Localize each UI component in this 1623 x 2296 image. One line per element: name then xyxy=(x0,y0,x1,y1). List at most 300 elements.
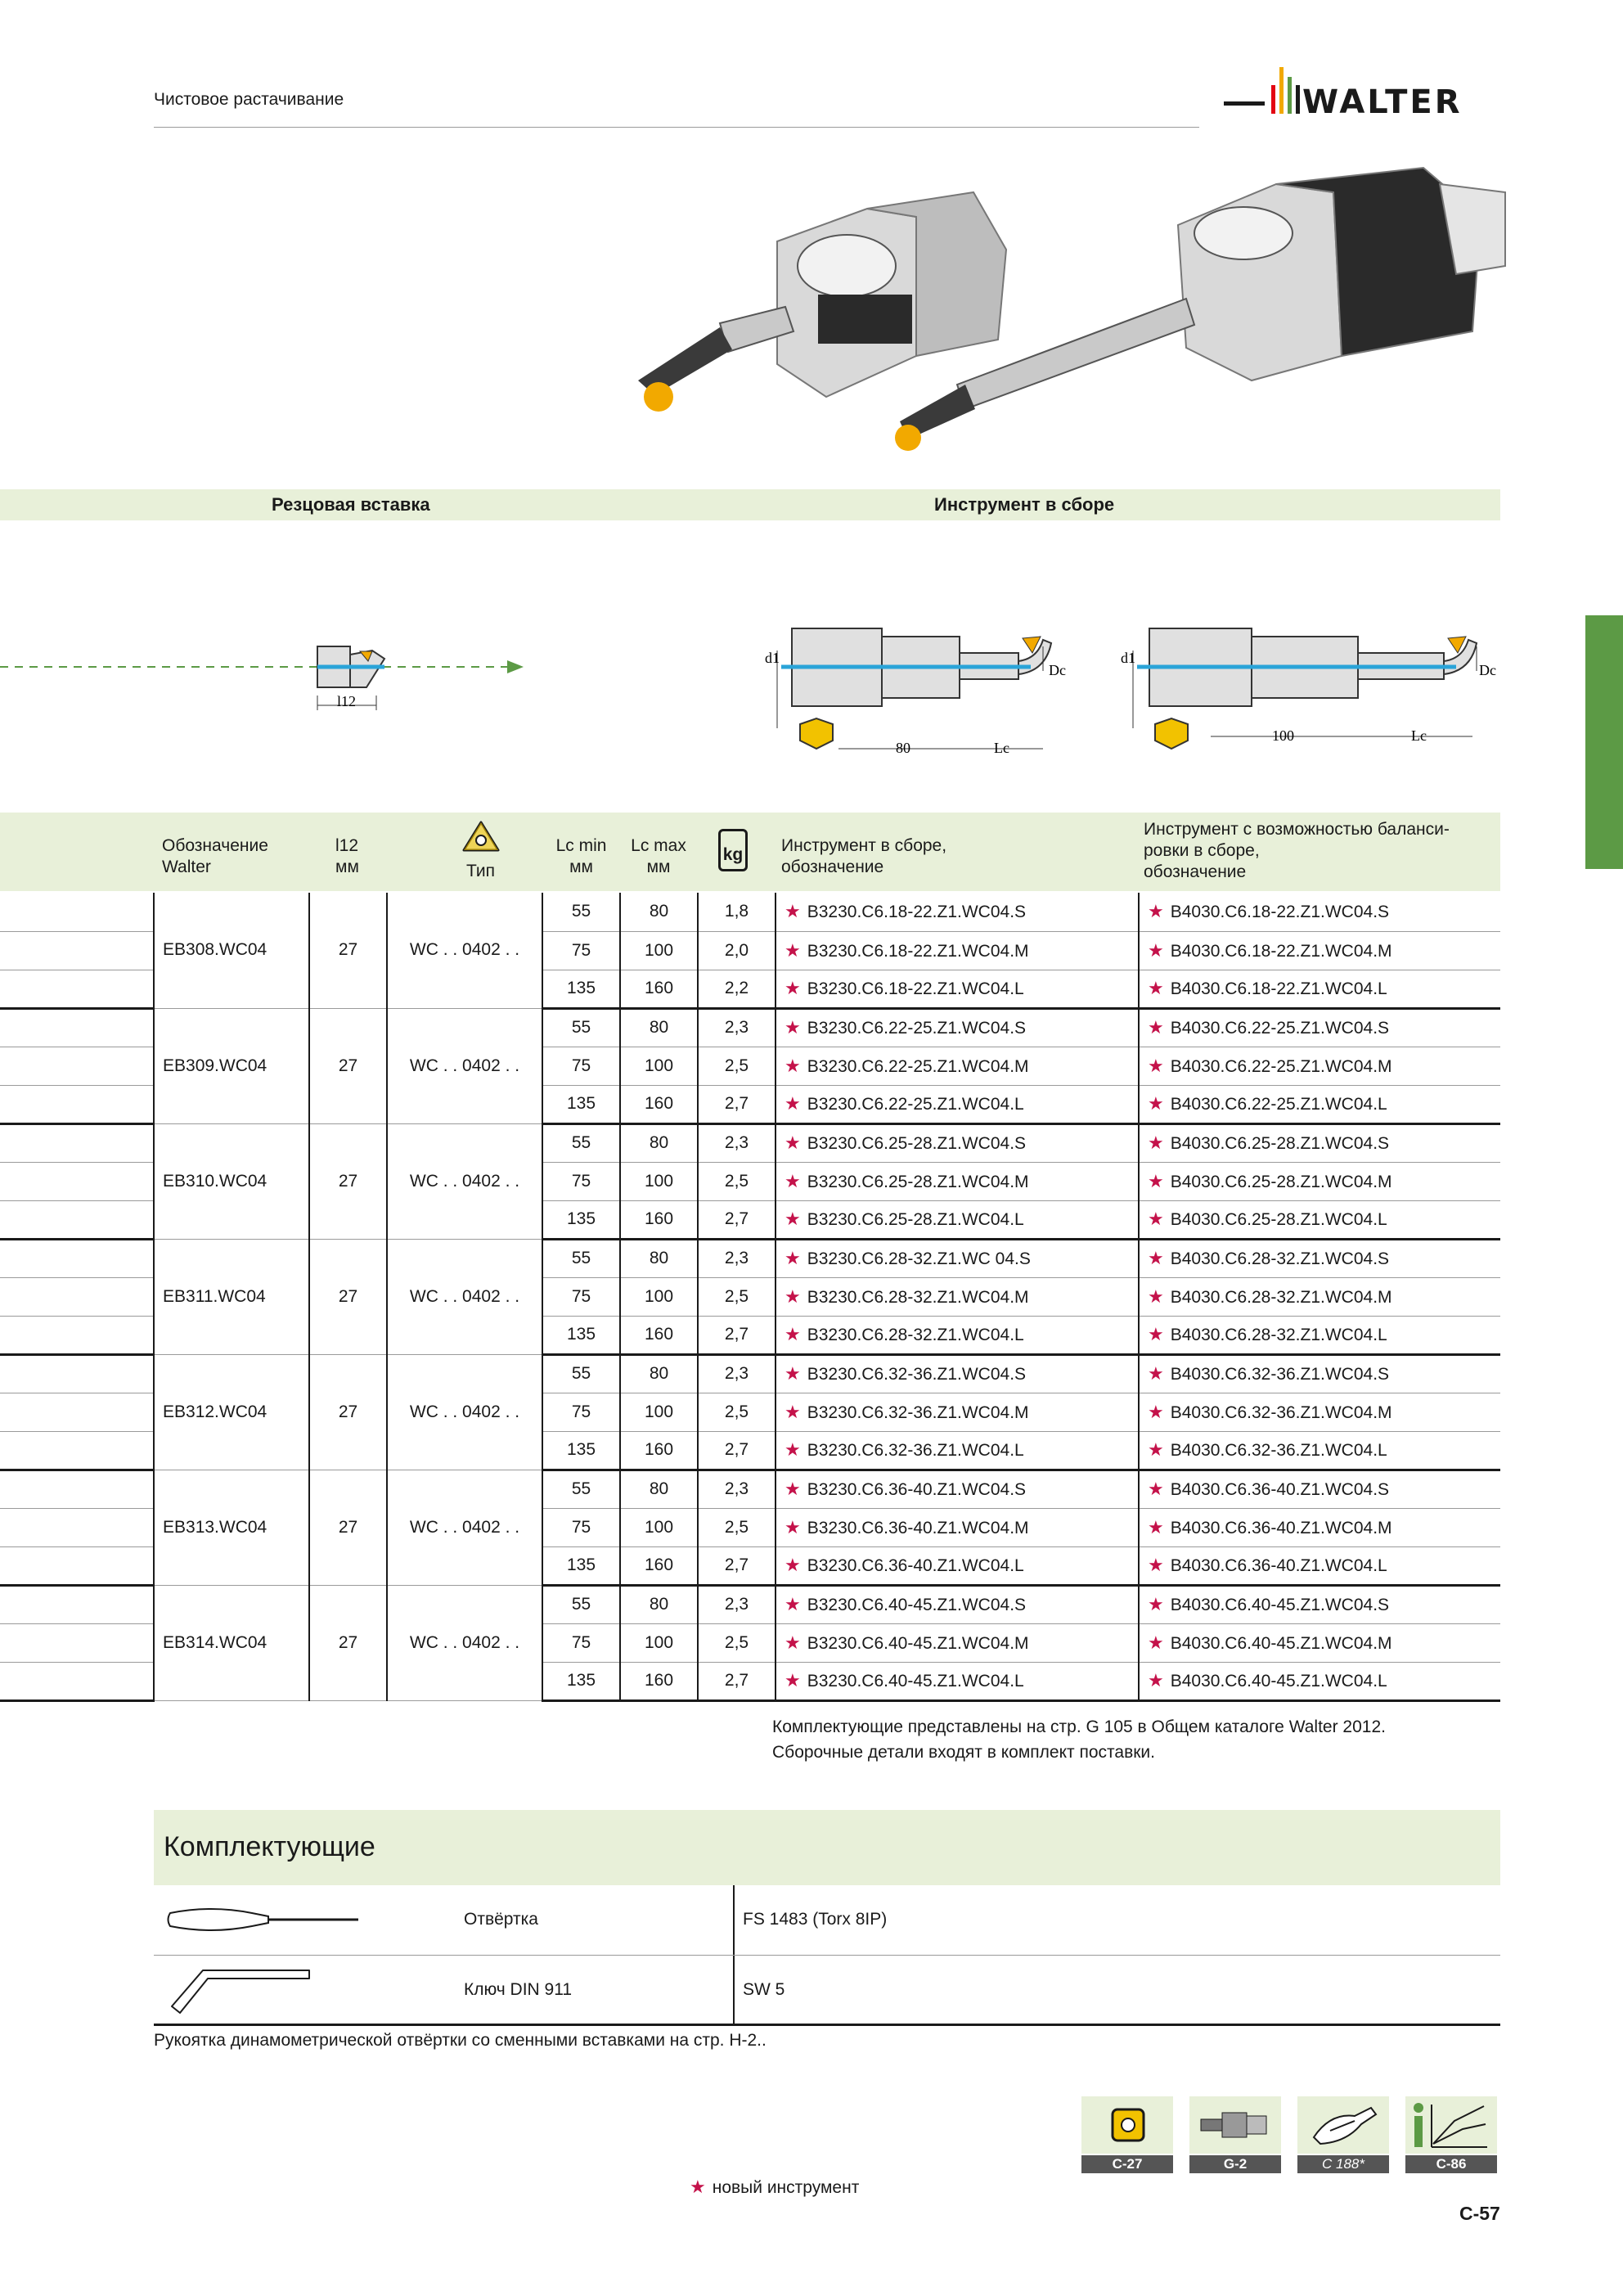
header-lc-min: Lc min мм xyxy=(555,836,607,876)
lc-min-value: 55 xyxy=(542,1470,620,1508)
holder-icon xyxy=(1189,2096,1281,2154)
dim-80: 80 xyxy=(896,740,910,756)
header-balanced: Инструмент с возможностью баланси- ровки в сборе, обозначение xyxy=(1144,820,1450,881)
assembly-code-cell xyxy=(776,931,1139,970)
new-tool-star-icon: ★ xyxy=(1148,1132,1164,1153)
tool-code: B4030.C6.40-45.Z1.WC04.M xyxy=(1170,1633,1392,1653)
ref-code: C 188* xyxy=(1297,2155,1389,2173)
lc-min-value: 75 xyxy=(542,931,620,970)
lc-min-value: 75 xyxy=(542,1508,620,1546)
l12-value: 27 xyxy=(309,1008,387,1123)
tool-code: B3230.C6.18-22.Z1.WC04.M xyxy=(807,941,1029,961)
tool-code: B4030.C6.32-36.Z1.WC04.L xyxy=(1170,1441,1387,1460)
new-tool-star-icon: ★ xyxy=(1148,1363,1164,1384)
new-tool-star-icon: ★ xyxy=(785,1516,801,1537)
weight-icon: kg xyxy=(718,829,748,871)
new-tool-star-icon: ★ xyxy=(1148,1285,1164,1307)
tool-code: B3230.C6.40-45.Z1.WC04.S xyxy=(807,1596,1027,1614)
weight-value: 2,0 xyxy=(698,931,776,970)
product-photo xyxy=(622,135,1522,479)
assembly-code-cell xyxy=(776,1393,1139,1431)
row-spacer xyxy=(0,1585,154,1623)
lc-max-value: 160 xyxy=(620,970,698,1008)
lc-max-value: 100 xyxy=(620,1623,698,1662)
screwdriver-icon xyxy=(162,1902,366,1938)
new-tool-star-icon: ★ xyxy=(1148,1209,1164,1229)
row-spacer xyxy=(0,1354,154,1393)
l12-value: 27 xyxy=(309,1123,387,1239)
accessory-value: FS 1483 (Torx 8IP) xyxy=(743,1910,888,1929)
new-tool-star-icon: ★ xyxy=(785,1055,801,1076)
walter-logo xyxy=(1224,59,1502,133)
assembly-code-cell xyxy=(776,1200,1139,1239)
new-tool-star-icon: ★ xyxy=(785,1324,801,1344)
tool-code: B4030.C6.36-40.Z1.WC04.L xyxy=(1170,1556,1387,1575)
header-lc-max: Lc max мм xyxy=(631,836,686,876)
lc-min-value: 75 xyxy=(542,1623,620,1662)
insert-designation: EB312.WC04 xyxy=(154,1354,309,1470)
accessories-note: Рукоятка динамометрической отвёртки со сменными вставками на стр. H-2.. xyxy=(154,2031,767,2050)
balanced-code-cell xyxy=(1139,1393,1500,1431)
tool-code: B4030.C6.18-22.Z1.WC04.S xyxy=(1170,903,1390,922)
lc-min-value: 135 xyxy=(542,1662,620,1700)
insert-icon xyxy=(1081,2096,1173,2154)
tool-code: B4030.C6.25-28.Z1.WC04.L xyxy=(1170,1210,1387,1229)
tool-code: B3230.C6.22-25.Z1.WC04.S xyxy=(807,1019,1027,1038)
table-row xyxy=(0,1585,1500,1623)
balanced-code-cell xyxy=(1139,1047,1500,1085)
assembly-code-cell xyxy=(776,1239,1139,1277)
new-tool-star-icon: ★ xyxy=(785,1555,801,1575)
lc-max-value: 80 xyxy=(620,1239,698,1277)
lc-min-value: 135 xyxy=(542,970,620,1008)
lc-max-value: 160 xyxy=(620,1085,698,1123)
tool-code: B3230.C6.32-36.Z1.WC04.L xyxy=(807,1441,1024,1460)
row-spacer xyxy=(0,1008,154,1047)
new-tool-star-icon: ★ xyxy=(1148,1479,1164,1499)
weight-value: 2,7 xyxy=(698,1431,776,1470)
lc-min-value: 55 xyxy=(542,893,620,931)
new-tool-star-icon: ★ xyxy=(1148,1170,1164,1191)
note-line: Комплектующие представлены на стр. G 105 в Общем каталоге Walter 2012. xyxy=(772,1717,1386,1736)
insert-designation: EB314.WC04 xyxy=(154,1585,309,1700)
tool-code: B4030.C6.32-36.Z1.WC04.M xyxy=(1170,1402,1392,1422)
insert-type: WC . . 0402 . . xyxy=(387,893,542,1008)
capto-badge-long xyxy=(1155,718,1188,749)
lc-min-value: 135 xyxy=(542,1546,620,1585)
lc-max-value: 160 xyxy=(620,1431,698,1470)
tool-code: B3230.C6.32-36.Z1.WC04.S xyxy=(807,1365,1027,1384)
header-type: Тип xyxy=(446,819,515,882)
lc-max-value: 80 xyxy=(620,893,698,931)
lc-min-value: 135 xyxy=(542,1316,620,1354)
insert-type: WC . . 0402 . . xyxy=(387,1585,542,1700)
ref-link-holder[interactable] xyxy=(1189,2096,1281,2172)
row-spacer xyxy=(0,1393,154,1431)
new-tool-star-icon: ★ xyxy=(785,1170,801,1191)
lc-max-value: 160 xyxy=(620,1546,698,1585)
dim-lc-short: Lc xyxy=(994,740,1009,756)
new-tool-star-icon: ★ xyxy=(785,1248,801,1268)
lc-min-value: 135 xyxy=(542,1431,620,1470)
l12-value: 27 xyxy=(309,1470,387,1585)
assembly-code-cell xyxy=(776,1354,1139,1393)
new-tool-star-icon: ★ xyxy=(785,1017,801,1038)
weight-value: 2,3 xyxy=(698,1585,776,1623)
lc-max-value: 100 xyxy=(620,1162,698,1200)
row-spacer xyxy=(0,1239,154,1277)
tool-code: B4030.C6.36-40.Z1.WC04.M xyxy=(1170,1518,1392,1537)
insert-designation: EB308.WC04 xyxy=(154,893,309,1008)
ref-link-insert[interactable] xyxy=(1081,2096,1173,2172)
dim-100: 100 xyxy=(1272,727,1294,744)
assembly-code-cell xyxy=(776,1546,1139,1585)
insert-designation: EB313.WC04 xyxy=(154,1470,309,1585)
new-tool-star-icon: ★ xyxy=(1148,1632,1164,1653)
balanced-code-cell xyxy=(1139,1200,1500,1239)
note-line: Сборочные детали входят в комплект поставки. xyxy=(772,1743,1155,1762)
weight-value: 2,7 xyxy=(698,1546,776,1585)
balanced-code-cell xyxy=(1139,1623,1500,1662)
row-spacer xyxy=(0,1162,154,1200)
row-spacer xyxy=(0,893,154,931)
balanced-code-cell xyxy=(1139,1431,1500,1470)
tool-code: B4030.C6.22-25.Z1.WC04.M xyxy=(1170,1056,1392,1076)
new-tool-star-icon: ★ xyxy=(785,1209,801,1229)
assembly-code-cell xyxy=(776,1085,1139,1123)
tool-code: B3230.C6.25-28.Z1.WC04.S xyxy=(807,1134,1027,1153)
header-assembly: Инструмент в сборе, обозначение xyxy=(781,836,947,876)
side-tab xyxy=(1585,615,1623,869)
weight-value: 2,7 xyxy=(698,1200,776,1239)
dim-l12: l12 xyxy=(337,693,357,709)
new-tool-star-icon: ★ xyxy=(1148,1594,1164,1614)
balanced-code-cell xyxy=(1139,1470,1500,1508)
tool-code: B3230.C6.40-45.Z1.WC04.M xyxy=(807,1633,1029,1653)
accessory-label: Ключ DIN 911 xyxy=(464,1980,573,1999)
table-row xyxy=(0,1239,1500,1277)
insert-label: Резцовая вставка xyxy=(272,494,430,515)
header-rule xyxy=(154,127,1199,128)
ref-code: G-2 xyxy=(1189,2155,1281,2173)
dim-dc-short: Dc xyxy=(1049,662,1066,678)
lc-max-value: 100 xyxy=(620,1277,698,1316)
new-tool-star-icon: ★ xyxy=(785,1479,801,1499)
row-spacer xyxy=(0,970,154,1008)
balanced-code-cell xyxy=(1139,1508,1500,1546)
new-tool-star-icon: ★ xyxy=(785,1363,801,1384)
tool-code: B4030.C6.18-22.Z1.WC04.L xyxy=(1170,979,1387,998)
weight-value: 2,5 xyxy=(698,1623,776,1662)
column-divider xyxy=(733,1956,735,2024)
accessory-label: Отвёртка xyxy=(464,1910,538,1929)
table-row xyxy=(0,1008,1500,1047)
new-tool-star-icon: ★ xyxy=(1148,1248,1164,1268)
assembly-code-cell xyxy=(776,1047,1139,1085)
tool-code: B4030.C6.25-28.Z1.WC04.S xyxy=(1170,1134,1390,1153)
lc-max-value: 160 xyxy=(620,1200,698,1239)
assembly-code-cell xyxy=(776,1662,1139,1700)
new-tool-star-icon: ★ xyxy=(690,2177,706,2197)
lc-max-value: 100 xyxy=(620,931,698,970)
row-spacer xyxy=(0,1662,154,1700)
assembly-code-cell xyxy=(776,1008,1139,1047)
technical-drawings xyxy=(0,589,1500,777)
row-spacer xyxy=(0,931,154,970)
ref-link-info[interactable] xyxy=(1405,2096,1497,2172)
tool-code: B4030.C6.40-45.Z1.WC04.L xyxy=(1170,1672,1387,1690)
small-boring-tool-image xyxy=(638,192,1006,412)
new-tool-star-icon: ★ xyxy=(1148,1516,1164,1537)
weight-value: 2,3 xyxy=(698,1123,776,1162)
balanced-code-cell xyxy=(1139,931,1500,970)
ref-link-hand-tool[interactable] xyxy=(1297,2096,1389,2172)
accessory-row xyxy=(154,1885,1500,1956)
tool-code: B4030.C6.22-25.Z1.WC04.S xyxy=(1170,1019,1390,1038)
new-tool-star-icon: ★ xyxy=(1148,1670,1164,1690)
new-tool-star-icon: ★ xyxy=(1148,1439,1164,1460)
lc-min-value: 75 xyxy=(542,1162,620,1200)
hand-tool-icon xyxy=(1297,2096,1389,2154)
row-spacer xyxy=(0,1316,154,1354)
table-notes xyxy=(772,1714,1386,1765)
row-spacer xyxy=(0,1123,154,1162)
new-tool-star-icon: ★ xyxy=(1148,901,1164,922)
insert-type: WC . . 0402 . . xyxy=(387,1470,542,1585)
weight-value: 2,5 xyxy=(698,1277,776,1316)
long-assembly-drawing xyxy=(1121,628,1496,749)
balanced-code-cell xyxy=(1139,1162,1500,1200)
dim-lc-long: Lc xyxy=(1411,727,1427,744)
short-assembly-drawing xyxy=(765,628,1066,756)
new-tool-star-icon: ★ xyxy=(785,1285,801,1307)
trigon-insert-icon xyxy=(461,819,501,855)
ref-code: C-27 xyxy=(1081,2155,1173,2173)
l12-value: 27 xyxy=(309,1354,387,1470)
tool-code: B4030.C6.28-32.Z1.WC04.S xyxy=(1170,1249,1390,1268)
tool-code: B4030.C6.28-32.Z1.WC04.L xyxy=(1170,1326,1387,1344)
assembly-code-cell xyxy=(776,1431,1139,1470)
lc-max-value: 160 xyxy=(620,1316,698,1354)
balanced-code-cell xyxy=(1139,1123,1500,1162)
insert-type: WC . . 0402 . . xyxy=(387,1354,542,1470)
row-spacer xyxy=(0,1085,154,1123)
insert-type: WC . . 0402 . . xyxy=(387,1239,542,1354)
assembly-code-cell xyxy=(776,1162,1139,1200)
tool-code: B3230.C6.28-32.Z1.WC04.L xyxy=(807,1326,1024,1344)
lc-min-value: 75 xyxy=(542,1393,620,1431)
insert-drawing xyxy=(0,646,524,710)
balanced-code-cell xyxy=(1139,1085,1500,1123)
tool-code: B3230.C6.36-40.Z1.WC04.L xyxy=(807,1556,1024,1575)
lc-min-value: 135 xyxy=(542,1200,620,1239)
tool-code: B4030.C6.40-45.Z1.WC04.S xyxy=(1170,1596,1390,1614)
row-spacer xyxy=(0,1623,154,1662)
insert-designation: EB309.WC04 xyxy=(154,1008,309,1123)
new-tool-star-icon: ★ xyxy=(1148,1017,1164,1038)
lc-max-value: 80 xyxy=(620,1585,698,1623)
parts-header-bar xyxy=(0,489,1500,520)
balanced-code-cell xyxy=(1139,1546,1500,1585)
lc-max-value: 80 xyxy=(620,1123,698,1162)
page-number: C-57 xyxy=(1459,2203,1500,2224)
lc-min-value: 55 xyxy=(542,1008,620,1047)
row-spacer xyxy=(0,1431,154,1470)
new-tool-star-icon: ★ xyxy=(785,1093,801,1114)
header-designation: Обозначение Walter xyxy=(162,836,268,876)
new-tool-star-icon: ★ xyxy=(1148,1055,1164,1076)
new-tool-star-icon: ★ xyxy=(1148,1093,1164,1114)
tool-code: B3230.C6.36-40.Z1.WC04.S xyxy=(807,1480,1027,1499)
assembly-code-cell xyxy=(776,1585,1139,1623)
weight-value: 2,7 xyxy=(698,1662,776,1700)
tool-code: B4030.C6.36-40.Z1.WC04.S xyxy=(1170,1480,1390,1499)
row-spacer xyxy=(0,1277,154,1316)
tool-code: B4030.C6.32-36.Z1.WC04.S xyxy=(1170,1365,1390,1384)
balanced-code-cell xyxy=(1139,970,1500,1008)
weight-value: 2,2 xyxy=(698,970,776,1008)
row-spacer xyxy=(0,1470,154,1508)
new-tool-star-icon: ★ xyxy=(1148,1555,1164,1575)
table-header xyxy=(0,813,1500,891)
column-divider xyxy=(733,1885,735,1955)
header-l12: l12 мм xyxy=(335,836,359,876)
lc-min-value: 75 xyxy=(542,1277,620,1316)
assembly-code-cell xyxy=(776,970,1139,1008)
balanced-code-cell xyxy=(1139,1316,1500,1354)
assembly-code-cell xyxy=(776,1508,1139,1546)
l12-value: 27 xyxy=(309,893,387,1008)
assembly-code-cell xyxy=(776,1123,1139,1162)
weight-value: 1,8 xyxy=(698,893,776,931)
insert-designation: EB311.WC04 xyxy=(154,1239,309,1354)
lc-min-value: 55 xyxy=(542,1239,620,1277)
accessories-title: Комплектующие xyxy=(164,1831,375,1862)
assembly-code-cell xyxy=(776,1470,1139,1508)
new-tool-star-icon: ★ xyxy=(785,1401,801,1422)
dim-d1-short: d1 xyxy=(765,650,780,666)
tool-code: B3230.C6.22-25.Z1.WC04.L xyxy=(807,1095,1024,1114)
brand-text: WALTER xyxy=(1302,83,1463,121)
weight-value: 2,3 xyxy=(698,1008,776,1047)
new-tool-star-icon: ★ xyxy=(785,978,801,998)
row-spacer xyxy=(0,1200,154,1239)
tool-code: B3230.C6.25-28.Z1.WC04.M xyxy=(807,1172,1029,1191)
new-tool-star-icon: ★ xyxy=(785,1594,801,1614)
l12-value: 27 xyxy=(309,1239,387,1354)
dim-d1-long: d1 xyxy=(1121,650,1135,666)
table-row xyxy=(0,1123,1500,1162)
lc-min-value: 75 xyxy=(542,1047,620,1085)
tool-code: B4030.C6.25-28.Z1.WC04.M xyxy=(1170,1172,1392,1191)
table-row xyxy=(0,893,1500,931)
weight-value: 2,5 xyxy=(698,1393,776,1431)
tool-code: B3230.C6.36-40.Z1.WC04.M xyxy=(807,1518,1029,1537)
row-spacer xyxy=(0,1508,154,1546)
lc-min-value: 55 xyxy=(542,1585,620,1623)
lc-min-value: 135 xyxy=(542,1085,620,1123)
legend-text: новый инструмент xyxy=(712,2178,860,2197)
assembly-code-cell xyxy=(776,893,1139,931)
info-chart-icon xyxy=(1405,2096,1497,2154)
section-title: Чистовое растачивание xyxy=(154,90,344,109)
tool-code: B3230.C6.18-22.Z1.WC04.S xyxy=(807,903,1027,922)
new-tool-star-icon: ★ xyxy=(1148,939,1164,961)
weight-value: 2,3 xyxy=(698,1470,776,1508)
assembly-label: Инструмент в сборе xyxy=(934,494,1115,515)
table-row xyxy=(0,1354,1500,1393)
weight-value: 2,5 xyxy=(698,1508,776,1546)
assembly-code-cell xyxy=(776,1316,1139,1354)
tool-code: B3230.C6.22-25.Z1.WC04.M xyxy=(807,1056,1029,1076)
capto-badge-short xyxy=(800,718,833,749)
insert-type: WC . . 0402 . . xyxy=(387,1008,542,1123)
tool-code: B4030.C6.28-32.Z1.WC04.M xyxy=(1170,1287,1392,1307)
lc-max-value: 100 xyxy=(620,1508,698,1546)
lc-max-value: 100 xyxy=(620,1393,698,1431)
balanced-code-cell xyxy=(1139,893,1500,931)
dim-dc-long: Dc xyxy=(1479,662,1496,678)
lc-min-value: 55 xyxy=(542,1123,620,1162)
tool-code: B3230.C6.40-45.Z1.WC04.L xyxy=(807,1672,1024,1690)
tool-code: B4030.C6.22-25.Z1.WC04.L xyxy=(1170,1095,1387,1114)
hex-key-icon xyxy=(162,1959,366,2016)
lc-max-value: 80 xyxy=(620,1470,698,1508)
new-tool-star-icon: ★ xyxy=(1148,1324,1164,1344)
balanced-code-cell xyxy=(1139,1585,1500,1623)
balanced-code-cell xyxy=(1139,1008,1500,1047)
tool-code: B4030.C6.18-22.Z1.WC04.M xyxy=(1170,941,1392,961)
legend xyxy=(690,2177,859,2198)
lc-max-value: 80 xyxy=(620,1008,698,1047)
weight-value: 2,5 xyxy=(698,1047,776,1085)
ref-code: C-86 xyxy=(1405,2155,1497,2173)
new-tool-star-icon: ★ xyxy=(785,1670,801,1690)
table-row xyxy=(0,1470,1500,1508)
new-tool-star-icon: ★ xyxy=(1148,1401,1164,1422)
new-tool-star-icon: ★ xyxy=(1148,978,1164,998)
new-tool-star-icon: ★ xyxy=(785,1632,801,1653)
l12-value: 27 xyxy=(309,1585,387,1700)
tool-table xyxy=(0,893,1500,1702)
balanced-code-cell xyxy=(1139,1662,1500,1700)
accessory-row xyxy=(154,1956,1500,2026)
lc-max-value: 80 xyxy=(620,1354,698,1393)
tool-code: B3230.C6.32-36.Z1.WC04.M xyxy=(807,1402,1029,1422)
insert-designation: EB310.WC04 xyxy=(154,1123,309,1239)
weight-value: 2,5 xyxy=(698,1162,776,1200)
tool-code: B3230.C6.28-32.Z1.WC04.M xyxy=(807,1287,1029,1307)
row-spacer xyxy=(0,1047,154,1085)
new-tool-star-icon: ★ xyxy=(785,1439,801,1460)
lc-min-value: 55 xyxy=(542,1354,620,1393)
weight-value: 2,7 xyxy=(698,1085,776,1123)
balanced-code-cell xyxy=(1139,1277,1500,1316)
row-spacer xyxy=(0,1546,154,1585)
weight-value: 2,3 xyxy=(698,1354,776,1393)
assembly-code-cell xyxy=(776,1623,1139,1662)
tool-code: B3230.C6.28-32.Z1.WC 04.S xyxy=(807,1249,1031,1268)
balanced-code-cell xyxy=(1139,1354,1500,1393)
lc-max-value: 160 xyxy=(620,1662,698,1700)
balanced-code-cell xyxy=(1139,1239,1500,1277)
tool-code: B3230.C6.25-28.Z1.WC04.L xyxy=(807,1210,1024,1229)
weight-value: 2,7 xyxy=(698,1316,776,1354)
new-tool-star-icon: ★ xyxy=(785,901,801,922)
lc-max-value: 100 xyxy=(620,1047,698,1085)
accessory-value: SW 5 xyxy=(743,1980,785,1999)
insert-type: WC . . 0402 . . xyxy=(387,1123,542,1239)
